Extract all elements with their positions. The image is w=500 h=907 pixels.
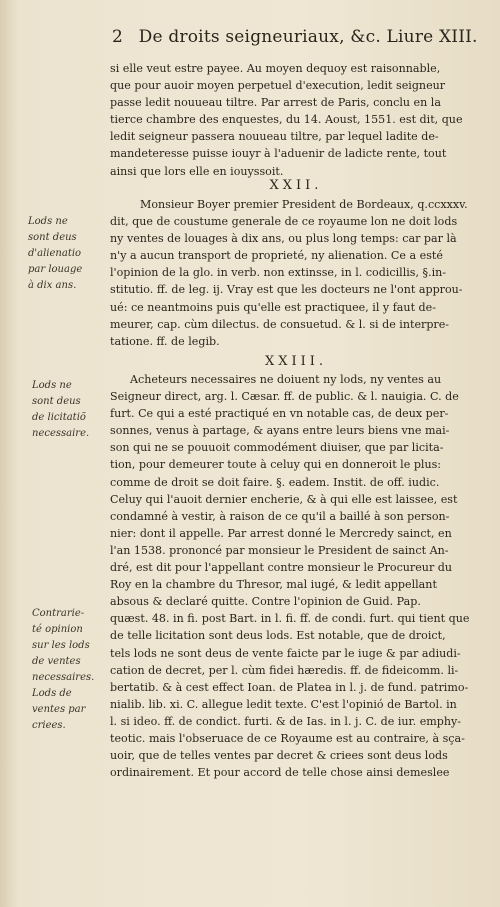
text-line: tels lods ne sont deus de vente faicte par le iuge & par adiudi- [110, 646, 461, 660]
text-line: comme de droit se doit faire. §. eadem. Instit. de off. iudic. [110, 475, 440, 489]
running-title: De droits seigneuriaux, &c. Liure XIII. [138, 27, 478, 47]
text-line: meurer, cap. cùm dilectus. de consuetud. & l. si de interpre- [110, 317, 450, 331]
text-line: Monsieur Boyer premier President de Bordeaux, q.ccxxxv. [140, 198, 468, 211]
text-line: ordinairement. Et pour accord de telle chose ainsi demeslee [110, 766, 450, 780]
margin-line: sur les lods [32, 640, 90, 651]
text-line: mandeteresse puisse iouyr à l'aduenir de ladicte rente, tout [110, 147, 447, 161]
text-line: Celuy qui l'auoit dernier encherie, & à qui elle est laissee, est [110, 492, 458, 506]
text-line: ué: ce neantmoins puis qu'elle est practiquee, il y faut de- [110, 300, 436, 314]
text-line: si elle veut estre payee. Au moyen dequoy est raisonnable, [110, 62, 441, 75]
text-line: furt. Ce qui a esté practiqué en vn notable cas, de deux per- [110, 407, 449, 421]
text-line: uoir, que de telles ventes par decret & criees sont deus lods [110, 749, 448, 763]
margin-line: necessaires. [32, 672, 95, 683]
text-line: teotic. mais l'obseruace de ce Royaume est au contraire, à sça- [110, 731, 465, 745]
text-line: dit, que de coustume generale de ce royaume lon ne doit lods [110, 215, 458, 229]
margin-note-1 [28, 214, 98, 294]
text-line: que pour auoir moyen perpetuel d'execution, ledit seigneur [110, 79, 446, 93]
text-line: ainsi que lors elle en iouyssoit. [110, 164, 284, 178]
margin-line: sont deus [28, 232, 77, 243]
text-line: tierce chambre des enquestes, du 14. Aoust, 1551. est dit, que [110, 113, 463, 127]
text-line: son qui ne se pouuoit commodément diuiser, que par licita- [110, 441, 444, 455]
margin-line: Contrarie- [32, 608, 85, 619]
margin-line: à dix ans. [28, 280, 77, 291]
paragraph-xxiii [110, 371, 482, 781]
text-line: Acheteurs necessaires ne doiuent ny lods, ny ventes au [130, 373, 442, 386]
text-line: ny ventes de louages à dix ans, ou plus long temps: car par là [110, 232, 457, 246]
page-number: 2 [112, 27, 124, 47]
text-line: ledit seigneur passera nouueau tiltre, par lequel ladite de- [110, 130, 439, 144]
text-line: dré, est dit pour l'appellant contre monsieur le Procureur du [110, 561, 453, 575]
margin-line: de ventes [32, 656, 81, 667]
margin-line: par louage [28, 264, 83, 275]
text-line: n'y a aucun transport de proprieté, ny alienation. Ce a esté [110, 249, 443, 263]
text-line: tion, pour demeurer toute à celuy qui en donneroit le plus: [110, 458, 442, 472]
text-line: stitutio. ff. de leg. ij. Vray est que les docteurs ne l'ont approu- [110, 283, 463, 297]
text-line: cation de decret, per l. cùm fidei hæredis. ff. de fideicomm. li- [110, 663, 459, 677]
paragraph-continuation [110, 60, 482, 180]
text-line: sonnes, venus à partage, & ayans entre leurs biens vne mai- [110, 424, 450, 438]
text-line: l'opinion de la glo. in verb. non extinsse, in l. codicillis, §.in- [110, 266, 447, 280]
page-header [112, 27, 478, 53]
text-line: l'an 1538. prononcé par monsieur le President de sainct An- [110, 543, 449, 557]
margin-line: de licitatiõ [32, 412, 86, 423]
text-line: bertatib. & à cest effect Ioan. de Platea in l. j. de fund. patrimo- [110, 680, 469, 694]
margin-line: sont deus [32, 396, 81, 407]
margin-line: Lods ne [28, 216, 68, 227]
text-line: tatione. ff. de legib. [110, 334, 220, 348]
margin-note-2 [32, 378, 102, 442]
text-line: absous & declaré quitte. Contre l'opinion de Guid. Pap. [110, 595, 421, 609]
text-line: Roy en la chambre du Thresor, mal iugé, & ledit appellant [110, 578, 437, 592]
text-line: nier: dont il appelle. Par arrest donné le Mercredy sainct, en [110, 526, 452, 540]
text-line: l. si ideo. ff. de condict. furti. & de Ias. in l. j. C. de iur. emphy- [110, 714, 462, 728]
paragraph-xxii [110, 196, 482, 350]
text-line: Seigneur direct, arg. l. Cæsar. ff. de public. & l. nauigia. C. de [110, 390, 459, 404]
text-line: passe ledit nouueau tiltre. Par arrest de Paris, conclu en la [110, 96, 441, 110]
section-heading-xxiii: XXIII. [264, 354, 328, 369]
margin-line: d'alienatio [28, 248, 82, 259]
section-heading-xxii: XXII. [269, 178, 323, 193]
text-line: quæst. 48. in fi. post Bart. in l. fi. ff. de condi. furt. qui tient que [110, 612, 470, 626]
text-line: de telle licitation sont deus lods. Est notable, que de droict, [110, 629, 446, 643]
margin-line: Lods de [32, 688, 72, 699]
margin-line: Lods ne [32, 380, 72, 391]
margin-line: necessaire. [32, 428, 90, 439]
text-line: condamné à vestir, à raison de ce qu'il a baillé à son person- [110, 509, 450, 523]
margin-line: ventes par [32, 704, 86, 715]
margin-line: criees. [32, 720, 66, 731]
text-line: nialib. lib. xi. C. allegue ledit texte. C'est l'opinió de Bartol. in [110, 697, 457, 711]
margin-line: té opinion [32, 624, 83, 635]
margin-note-3 [32, 606, 104, 734]
